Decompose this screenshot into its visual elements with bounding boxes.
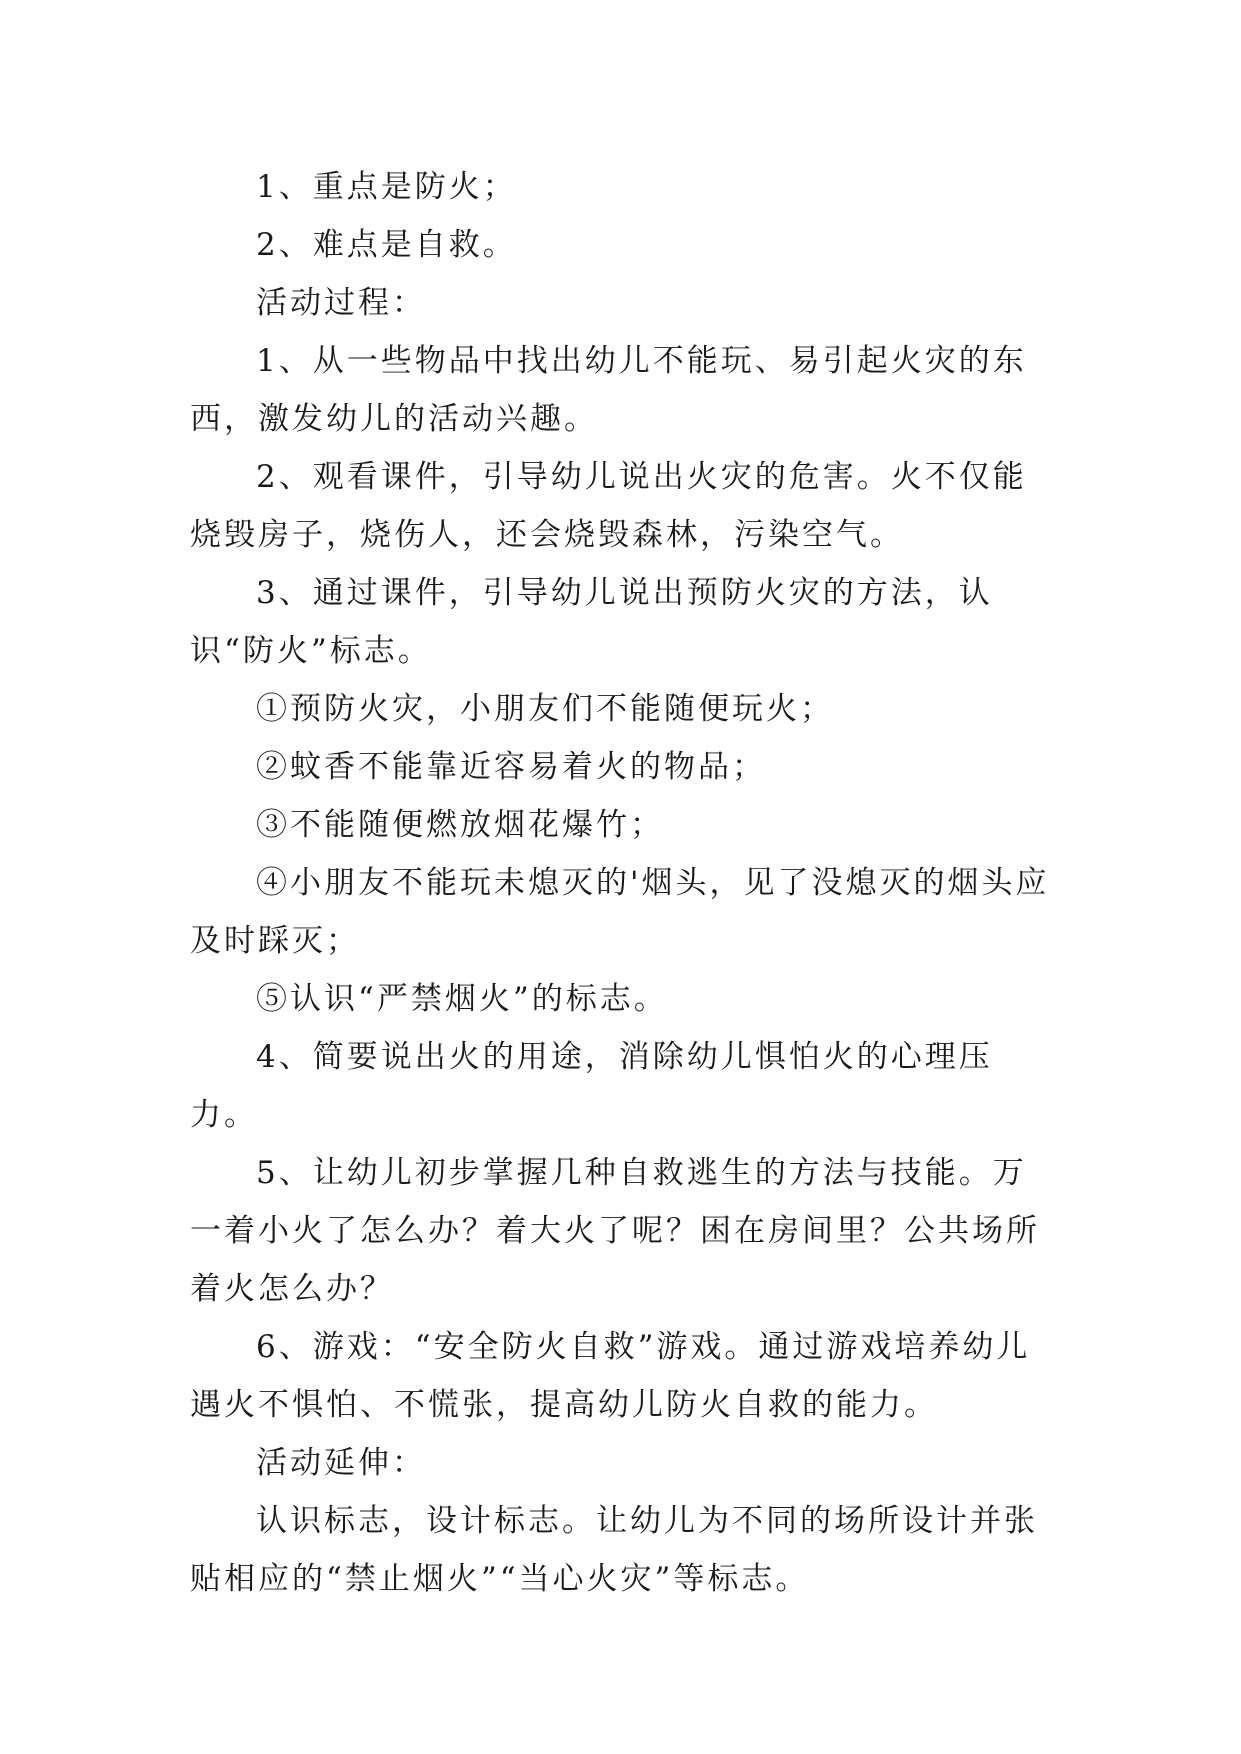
document-body	[190, 158, 1050, 1608]
paragraph-extension: 认识标志，设计标志。让幼儿为不同的场所设计并张贴相应的“禁止烟火”“当心火灾”等标志。	[190, 1503, 1038, 1597]
list-item-circled-1: ①预防火灾，小朋友们不能随便玩火；	[256, 691, 834, 727]
section-heading-activity-extension: 活动延伸：	[256, 1445, 426, 1481]
paragraph-step-3: 3、通过课件，引导幼儿说出预防火灾的方法，认识“防火”标志。	[190, 575, 993, 669]
paragraph-step-2: 2、观看课件，引导幼儿说出火灾的危害。火不仅能烧毁房子，烧伤人，还会烧毁森林，污染空气。	[190, 459, 1027, 553]
list-item-circled-4: ④小朋友不能玩未熄灭的'烟头，见了没熄灭的烟头应及时踩灭；	[190, 865, 1050, 959]
paragraph-step-6: 6、游戏：“安全防火自救”游戏。通过游戏培养幼儿遇火不惧怕、不慌张，提高幼儿防火自救的能力。	[190, 1329, 1031, 1423]
paragraph-step-5: 5、让幼儿初步掌握几种自救逃生的方法与技能。万一着小火了怎么办？着大火了呢？困在房间里？公共场所着火怎么办？	[190, 1155, 1040, 1307]
list-item-circled-2: ②蚊香不能靠近容易着火的物品；	[256, 749, 766, 785]
paragraph-key-point: 1、重点是防火；	[256, 169, 517, 205]
paragraph-difficult-point: 2、难点是自救。	[256, 227, 517, 263]
paragraph-step-1: 1、从一些物品中找出幼儿不能玩、易引起火灾的东西，激发幼儿的活动兴趣。	[190, 343, 1027, 437]
list-item-circled-3: ③不能随便燃放烟花爆竹；	[256, 807, 664, 843]
section-heading-activity-process: 活动过程：	[256, 285, 426, 321]
list-item-circled-5: ⑤认识“严禁烟火”的标志。	[256, 981, 668, 1017]
paragraph-step-4: 4、简要说出火的用途，消除幼儿惧怕火的心理压力。	[190, 1039, 993, 1133]
